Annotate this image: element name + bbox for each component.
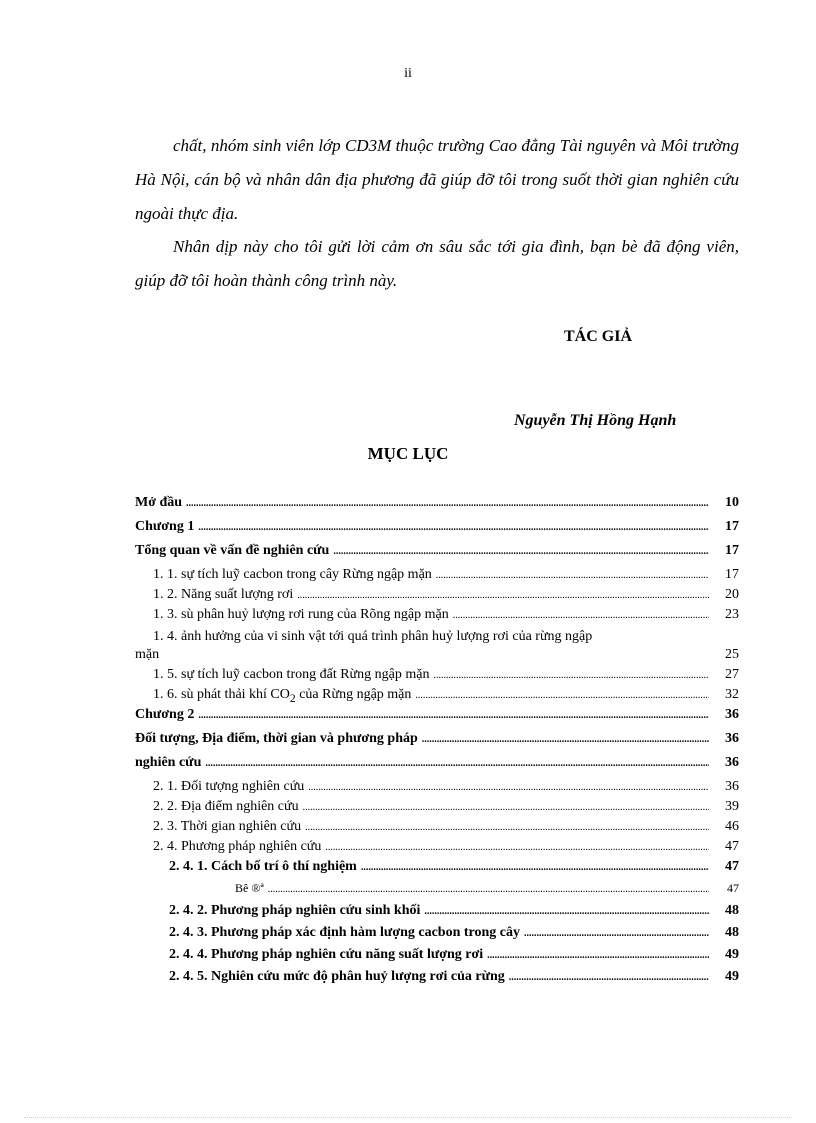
- toc-leader: [333, 546, 709, 557]
- toc-entry-text-a: 1. 6. sù phát thải khí CO: [153, 687, 290, 702]
- ack-text-2: Nhân dịp này cho tôi gửi lời cảm ơn sâu sắc tới gia đình, bạn bè đã động viên, giúp đỡ tôi hoàn thành công trình này.: [135, 237, 739, 290]
- toc-leader: [453, 610, 709, 621]
- toc-leader: [422, 734, 709, 745]
- toc-entry[interactable]: [135, 519, 739, 543]
- ack-text-1: chất, nhóm sinh viên lớp CD3M thuộc trường Cao đẳng Tài nguyên và Môi trường Hà Nội, cán bộ và nhân dân địa phương đã giúp đỡ tôi trong suốt thời gian nghiên cứu ngoài thực địa.: [135, 136, 739, 223]
- toc-entry-page: 23: [725, 607, 739, 622]
- toc-entry-text: Bê ®ª: [235, 881, 264, 895]
- toc-entry-text: 2. 4. 5. Nghiên cứu mức độ phân huỷ lượng rơi của rừng: [169, 969, 505, 984]
- toc-leader: [198, 522, 709, 533]
- toc-entry-page: 47: [727, 881, 739, 895]
- toc-entry-page: 17: [725, 519, 739, 534]
- toc-leader: [524, 928, 709, 939]
- table-of-contents: [135, 495, 739, 991]
- toc-entry-page: 46: [725, 819, 739, 834]
- toc-entry-text: 2. 3. Thời gian nghiên cứu: [153, 819, 302, 834]
- toc-entry-text: Mở đầu: [135, 495, 183, 510]
- toc-entry-page: 32: [725, 687, 739, 702]
- toc-entry-page: 39: [725, 799, 739, 814]
- toc-entry-text: 2. 4. Phương pháp nghiên cứu: [153, 839, 322, 854]
- toc-leader: [487, 950, 709, 961]
- toc-title: MỤC LỤC: [367, 444, 449, 463]
- toc-entry-text: Chương 1: [135, 519, 195, 534]
- toc-entry-text: 2. 4. 2. Phương pháp nghiên cứu sinh khối: [169, 903, 421, 918]
- toc-entry-text: nghiên cứu: [135, 755, 202, 770]
- toc-entry-page: 36: [725, 731, 739, 746]
- toc-entry[interactable]: [135, 819, 739, 839]
- toc-entry-page: 48: [725, 903, 739, 918]
- toc-leader: [509, 972, 709, 983]
- toc-leader: [361, 862, 709, 873]
- toc-leader: [308, 782, 709, 793]
- toc-entry-page: 27: [725, 667, 739, 682]
- toc-entry[interactable]: [135, 627, 739, 667]
- page-number: ii: [404, 66, 412, 81]
- toc-entry[interactable]: [135, 495, 739, 519]
- acknowledgement-paragraph-2: [135, 230, 739, 298]
- toc-entry-page: 20: [725, 587, 739, 602]
- toc-entry-text: 2. 2. Địa điểm nghiên cứu: [153, 799, 299, 814]
- toc-entry[interactable]: [135, 607, 739, 627]
- toc-entry-page: 47: [725, 859, 739, 874]
- toc-entry-page: 10: [725, 495, 739, 510]
- toc-entry-page: 49: [725, 947, 739, 962]
- toc-entry[interactable]: [135, 799, 739, 819]
- toc-leader: [186, 498, 709, 509]
- toc-entry[interactable]: [135, 587, 739, 607]
- author-label: TÁC GIẢ: [564, 328, 633, 345]
- toc-leader: [305, 822, 709, 833]
- toc-entry[interactable]: [135, 881, 739, 903]
- toc-entry-page: 17: [725, 543, 739, 558]
- toc-entry-page: 48: [725, 925, 739, 940]
- toc-entry[interactable]: [135, 779, 739, 799]
- toc-entry-page: 47: [725, 839, 739, 854]
- toc-entry-text: 2. 1. Đối tượng nghiên cứu: [153, 779, 305, 794]
- toc-entry-text-b: của Rừng ngập mặn: [295, 687, 412, 702]
- toc-entry-text: 1. 5. sự tích luỹ cacbon trong đất Rừng ngập mặn: [153, 667, 430, 682]
- toc-entry[interactable]: [135, 925, 739, 947]
- toc-entry-page: 49: [725, 969, 739, 984]
- toc-leader: [424, 906, 709, 917]
- toc-entry[interactable]: [135, 969, 739, 991]
- toc-entry-text-line1: 1. 4. ảnh hưởng của vi sinh vật tới quá trình phân huỷ lượng rơi của rừng ngập: [153, 629, 593, 644]
- toc-entry-text: Đối tượng, Địa điểm, thời gian và phương pháp: [135, 731, 418, 746]
- toc-leader: [325, 842, 709, 853]
- toc-leader: [303, 802, 709, 813]
- toc-entry[interactable]: [135, 859, 739, 881]
- toc-entry-text: Chương 2: [135, 707, 195, 722]
- toc-leader: [297, 590, 709, 601]
- toc-leader: [205, 758, 709, 769]
- acknowledgement-paragraph-1: [135, 129, 739, 231]
- co2-subscript: 2: [289, 691, 296, 705]
- toc-entry-text: 1. 3. sù phân huỷ lượng rơi rung của Rõng ngập mặn: [153, 607, 449, 622]
- toc-entry[interactable]: [135, 707, 739, 731]
- toc-entry-page: 17: [725, 567, 739, 582]
- toc-leader: [268, 884, 709, 895]
- footer-rule: [24, 1117, 792, 1118]
- toc-entry[interactable]: [135, 567, 739, 587]
- toc-entry[interactable]: [135, 947, 739, 969]
- toc-entry-text: 2. 4. 4. Phương pháp nghiên cứu năng suất lượng rơi: [169, 947, 484, 962]
- toc-entry[interactable]: [135, 687, 739, 707]
- toc-entry-text: 1. 2. Năng suất lượng rơi: [153, 587, 294, 602]
- toc-entry-text: 1. 1. sự tích luỹ cacbon trong cây Rừng ngập mặn: [153, 567, 432, 582]
- toc-leader: [415, 690, 709, 701]
- toc-entry[interactable]: [135, 667, 739, 687]
- author-name: Nguyễn Thị Hồng Hạnh: [514, 412, 677, 429]
- toc-entry-text: 2. 4. 3. Phương pháp xác định hàm lượng cacbon trong cây: [169, 925, 520, 940]
- toc-entry-text-line2: mặn: [135, 647, 160, 662]
- toc-entry-text: Tổng quan về vấn đề nghiên cứu: [135, 543, 330, 558]
- toc-entry[interactable]: [135, 839, 739, 859]
- toc-entry-page: 36: [725, 707, 739, 722]
- toc-leader: [198, 710, 709, 721]
- toc-entry[interactable]: [135, 903, 739, 925]
- toc-leader: [436, 570, 709, 581]
- toc-entry[interactable]: [135, 543, 739, 567]
- toc-entry[interactable]: [135, 755, 739, 779]
- toc-entry-text: 2. 4. 1. Cách bố trí ô thí nghiệm: [169, 859, 357, 874]
- toc-entry-page: 25: [725, 647, 739, 662]
- toc-entry[interactable]: [135, 731, 739, 755]
- toc-leader: [433, 670, 709, 681]
- toc-entry-page: 36: [725, 779, 739, 794]
- toc-entry-text: [153, 687, 411, 705]
- toc-entry-page: 36: [725, 755, 739, 770]
